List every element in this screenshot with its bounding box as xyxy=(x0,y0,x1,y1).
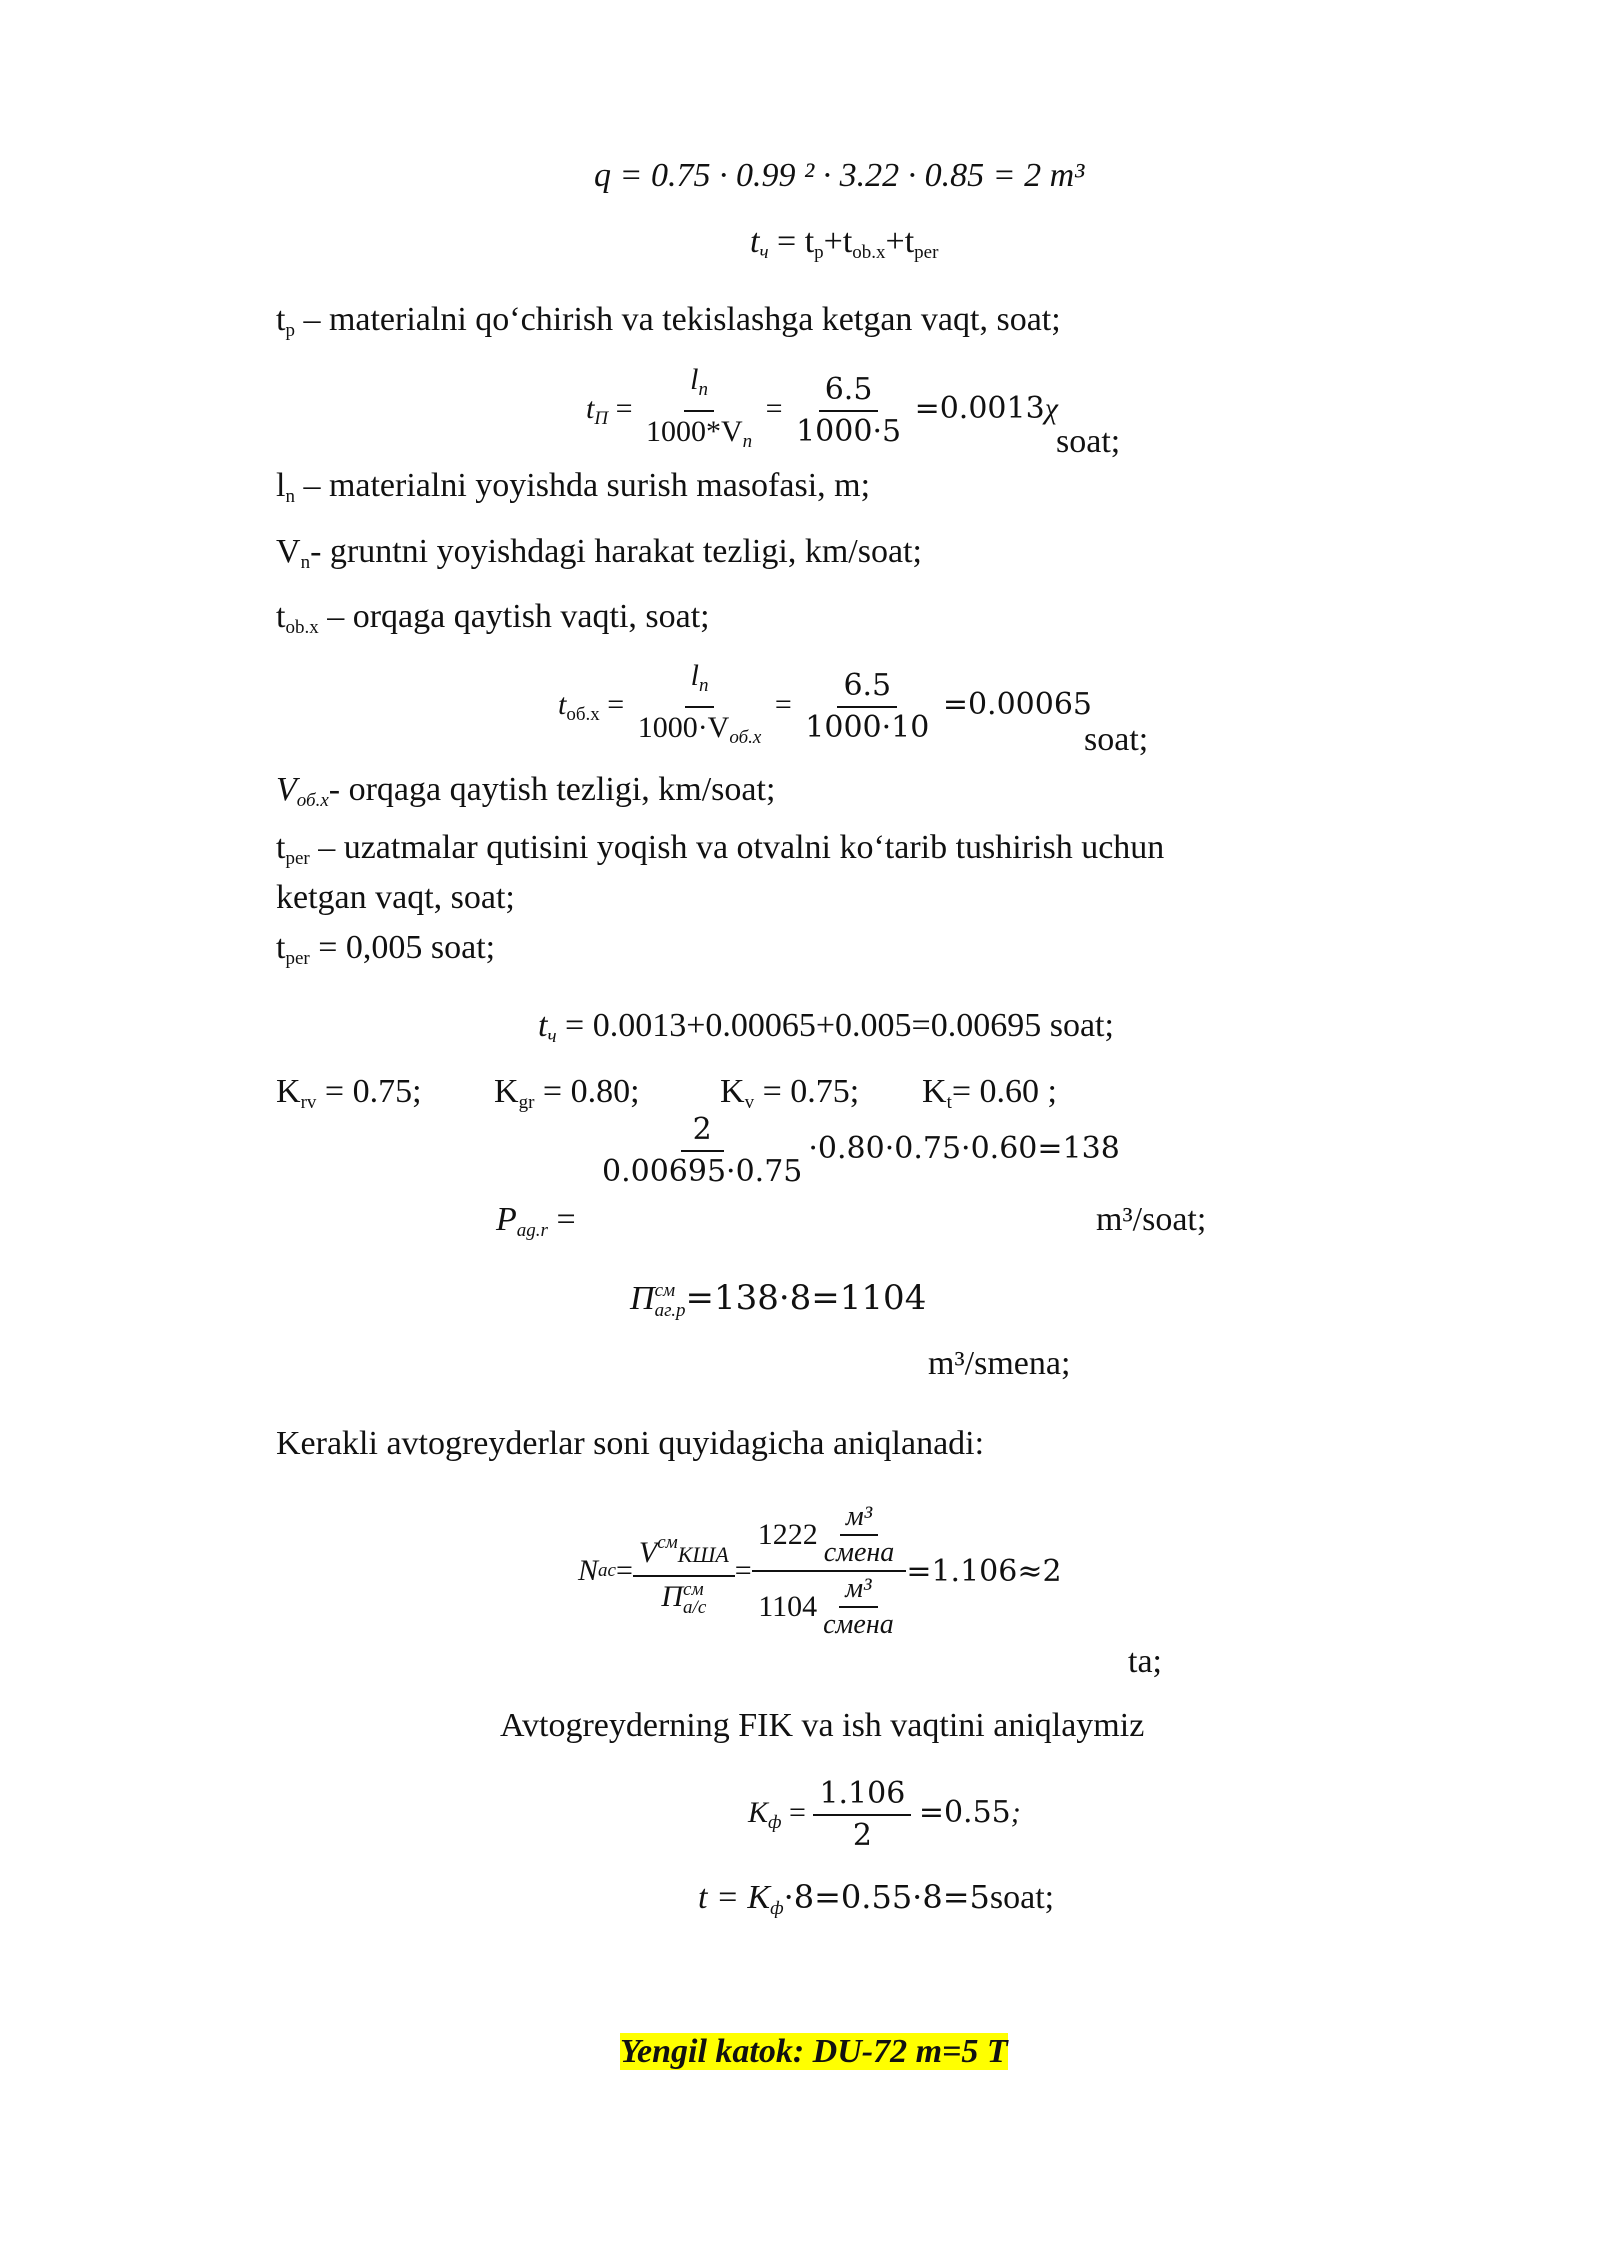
def-vobx-sub: об.х xyxy=(296,790,329,811)
equation-nac xyxy=(578,1502,1062,1640)
equation-p-lhs xyxy=(496,1200,576,1251)
eq-tobx-eq2: = xyxy=(774,687,792,721)
eq-nac-num2-val: 1222 xyxy=(757,1518,818,1551)
eq-p-lhs-sub: ag.r xyxy=(516,1220,548,1241)
equation-tc xyxy=(750,222,938,273)
equation-tp xyxy=(586,362,1058,460)
def-tper-sym: t xyxy=(276,829,286,866)
eq-nac-fraction2 xyxy=(752,1502,907,1640)
eq-kf-eq1: = xyxy=(789,1795,806,1829)
eq-nac-lhs-sub: ас xyxy=(598,1560,616,1581)
def-tobx-sym: t xyxy=(276,598,286,635)
paragraph-kerakli: Kerakli avtogreyderlar soni quyidagicha aniqlanadi: xyxy=(276,1425,985,1462)
equation-kf xyxy=(748,1776,1021,1854)
eq-tc-plus1: +t xyxy=(823,223,853,260)
eq-tc-rhs: = t xyxy=(777,223,815,260)
eq-psm-sub: аг.р xyxy=(654,1300,686,1322)
eq-tp-num2: 6.5 xyxy=(819,372,879,412)
eq-kf-den: 2 xyxy=(852,1818,872,1853)
eq-nac-eq1: = xyxy=(615,1554,633,1587)
eq-kf-result: =0.55 xyxy=(918,1794,1011,1830)
eq-t-k: K xyxy=(747,1879,771,1916)
def-tper-line2: ketgan vaqt, soat; xyxy=(276,879,515,916)
tper-val-sub: per xyxy=(285,948,310,969)
eq-tobx-num1-sub: n xyxy=(698,675,709,696)
eq-p-den: 0.00695·0.75 xyxy=(602,1154,803,1189)
equation-p-fraction xyxy=(596,1112,1120,1190)
def-tper-line1: – uzatmalar qutisini yoqish va otvalni ko‘tarib tushirish uchun xyxy=(309,829,1165,866)
eq-tc-t-sub: ч xyxy=(759,242,769,263)
tper-value xyxy=(276,928,495,979)
eq-tobx-lhs: t xyxy=(558,687,567,721)
tc-val-text: = 0.0013+0.00065+0.005=0.00695 soat; xyxy=(556,1007,1114,1044)
eq-nac-fraction1 xyxy=(633,1525,735,1617)
coef-kv-sym: K xyxy=(720,1073,745,1110)
def-tobx-text: – orqaga qaytish vaqti, soat; xyxy=(318,598,710,635)
eq-psm-sup: см xyxy=(654,1280,676,1302)
eq-kf-tail: ; xyxy=(1010,1795,1021,1829)
coef-kv-val: = 0.75; xyxy=(754,1073,860,1110)
eq-tp-unit: soat; xyxy=(1056,423,1121,460)
tc-val-sub: ч xyxy=(547,1026,557,1047)
eq-tp-den1-sub: n xyxy=(742,431,753,452)
eq-nac-den1-sub: а/с xyxy=(683,1597,707,1619)
eq-p-lhs-eq: = xyxy=(556,1201,576,1238)
coefficient-krv xyxy=(276,1072,422,1123)
coef-kgr-sub: gr xyxy=(518,1092,535,1113)
eq-nac-lhs: N xyxy=(578,1554,599,1587)
eq-tobx-fraction2 xyxy=(799,668,935,746)
equation-tobx xyxy=(558,658,1092,756)
eq-tp-num1-sub: n xyxy=(698,379,708,400)
eq-tp-lhs-sub: П xyxy=(594,407,609,429)
definition-ln xyxy=(276,466,870,517)
def-vn-text: - gruntni yoyishdagi harakat tezligi, km/soat; xyxy=(310,533,922,570)
eq-nac-num2-unit-den: смена xyxy=(823,1537,895,1568)
eq-tp-den2: 1000·5 xyxy=(796,414,902,449)
eq-psm-text: =138·8=1104 xyxy=(685,1278,927,1318)
eq-tp-num1: l xyxy=(690,363,699,396)
coef-kt-val: = 0.60 ; xyxy=(951,1073,1057,1110)
equation-t xyxy=(698,1878,1054,1920)
def-ln-text: – materialni yoyishda surish masofasi, m; xyxy=(294,467,871,504)
coef-kv-sub: v xyxy=(744,1092,755,1113)
eq-tobx-num2: 6.5 xyxy=(837,668,897,708)
eq-tp-fraction2 xyxy=(790,372,907,450)
eq-nac-den2-val: 1104 xyxy=(758,1590,818,1623)
eq-tobx-den2: 1000·10 xyxy=(805,710,930,745)
coef-krv-sym: K xyxy=(276,1073,301,1110)
eq-tc-p-sub: p xyxy=(814,242,824,263)
eq-psm-scripts xyxy=(655,1281,686,1321)
eq-tobx-num1: l xyxy=(690,659,699,692)
eq-tp-tail: χ xyxy=(1044,391,1058,425)
definition-vn xyxy=(276,532,922,583)
eq-tobx-result: =0.00065 xyxy=(942,686,1093,722)
eq-tc-per-sub: per xyxy=(914,242,939,263)
eq-tc-t: t xyxy=(750,223,760,260)
def-ln-sub: n xyxy=(285,486,295,507)
eq-t-lhs: t = xyxy=(698,1879,739,1916)
eq-p-fraction xyxy=(596,1112,808,1190)
coef-krv-sub: rv xyxy=(300,1092,317,1113)
eq-tp-eq2: = xyxy=(765,391,783,425)
eq-nac-result: =1.106≈2 xyxy=(906,1553,1062,1589)
def-ln-sym: l xyxy=(276,467,286,504)
eq-psm-sym: П xyxy=(630,1280,655,1317)
def-vobx-sym: V xyxy=(276,771,297,808)
eq-p-unit: m³/soat; xyxy=(1096,1201,1207,1238)
eq-nac-den1-sup: см xyxy=(683,1579,704,1601)
eq-tc-plus2: +t xyxy=(885,223,915,260)
eq-nac-den1: П xyxy=(661,1579,684,1613)
tper-val-text: = 0,005 soat; xyxy=(309,929,496,966)
def-tper-sub: per xyxy=(285,848,310,869)
eq-t-k-sub: ф xyxy=(770,1898,784,1919)
eq-p-num: 2 xyxy=(681,1112,724,1152)
eq-tobx-den1: 1000·V xyxy=(637,711,730,744)
eq-nac-den2-unit-den: смена xyxy=(823,1609,894,1640)
eq-tp-den1: 1000*V xyxy=(646,415,743,448)
eq-kf-num: 1.106 xyxy=(813,1776,911,1816)
highlight-heading xyxy=(620,2032,1008,2072)
eq-tobx-fraction1 xyxy=(632,658,768,756)
coef-kgr-val: = 0.80; xyxy=(534,1073,640,1110)
eq-psm-unit: m³/smena; xyxy=(928,1345,1071,1382)
coef-kt-sub: t xyxy=(946,1092,952,1113)
eq-nac-num2-unit-num: м³ xyxy=(840,1502,878,1536)
coef-kt-sym: K xyxy=(922,1073,947,1110)
eq-tobx-unit: soat; xyxy=(1084,721,1149,758)
eq-nac-eq2: = xyxy=(734,1554,752,1587)
eq-nac-unit: ta; xyxy=(1128,1643,1162,1680)
definition-tobx xyxy=(276,597,710,648)
eq-nac-den2-unit-num: м³ xyxy=(839,1574,877,1608)
eq-t-unit: soat; xyxy=(989,1879,1055,1916)
def-vobx-text: - orqaga qaytish tezligi, km/soat; xyxy=(328,771,776,808)
eq-t-rest: ·8=0.55·8=5 xyxy=(783,1878,990,1916)
eq-kf-lhs: K xyxy=(748,1795,769,1829)
eq-tobx-lhs-sub: об.х xyxy=(566,703,600,725)
equation-q xyxy=(594,156,1084,196)
eq-tp-eq1: = xyxy=(615,391,633,425)
definition-tper xyxy=(276,828,1164,879)
coef-kgr-sym: K xyxy=(494,1073,519,1110)
eq-tc-obx-sub: ob.x xyxy=(852,242,886,263)
def-tp-sym: t xyxy=(276,301,286,338)
eq-nac-num1-sub: КША xyxy=(677,1541,729,1567)
definition-tp xyxy=(276,300,1061,351)
eq-kf-lhs-sub: ф xyxy=(768,1811,782,1833)
eq-tobx-den1-sub: об.х xyxy=(729,727,762,748)
eq-nac-num1: V xyxy=(638,1535,658,1569)
equation-tc-value xyxy=(538,1006,1114,1057)
eq-tobx-eq1: = xyxy=(607,687,625,721)
highlight-text: Yengil katok: DU-72 m=5 T xyxy=(620,2033,1008,2070)
paragraph-fik: Avtogreyderning FIK va ish vaqtini aniqlaymiz xyxy=(500,1707,1145,1744)
def-tp-text: – materialni qo‘chirish va tekislashga ketgan vaqt, soat; xyxy=(294,301,1061,338)
eq-p-rest: ·0.80·0.75·0.60=138 xyxy=(808,1130,1120,1166)
def-vn-sub: n xyxy=(300,552,311,573)
eq-kf-fraction xyxy=(813,1776,911,1854)
def-vn-sym: V xyxy=(276,533,301,570)
eq-nac-den2-unit xyxy=(817,1574,900,1640)
definition-vobx xyxy=(276,770,775,821)
eq-tp-fraction1 xyxy=(640,362,758,460)
tc-val-sym: t xyxy=(538,1007,548,1044)
tper-val-sym: t xyxy=(276,929,286,966)
coef-krv-val: = 0.75; xyxy=(316,1073,422,1110)
eq-tp-lhs: t xyxy=(586,391,595,425)
equation-psm xyxy=(630,1278,926,1321)
eq-nac-num1-sup: см xyxy=(657,1531,678,1553)
eq-p-lhs: P xyxy=(496,1201,517,1238)
eq-tp-result: =0.0013 xyxy=(914,390,1045,426)
equation-q-text: q = 0.75 · 0.99 ² · 3.22 · 0.85 = 2 m³ xyxy=(594,157,1085,194)
def-tp-sub: p xyxy=(285,320,295,341)
eq-nac-num2-unit xyxy=(818,1502,901,1568)
def-tobx-sub: ob.x xyxy=(285,617,319,638)
